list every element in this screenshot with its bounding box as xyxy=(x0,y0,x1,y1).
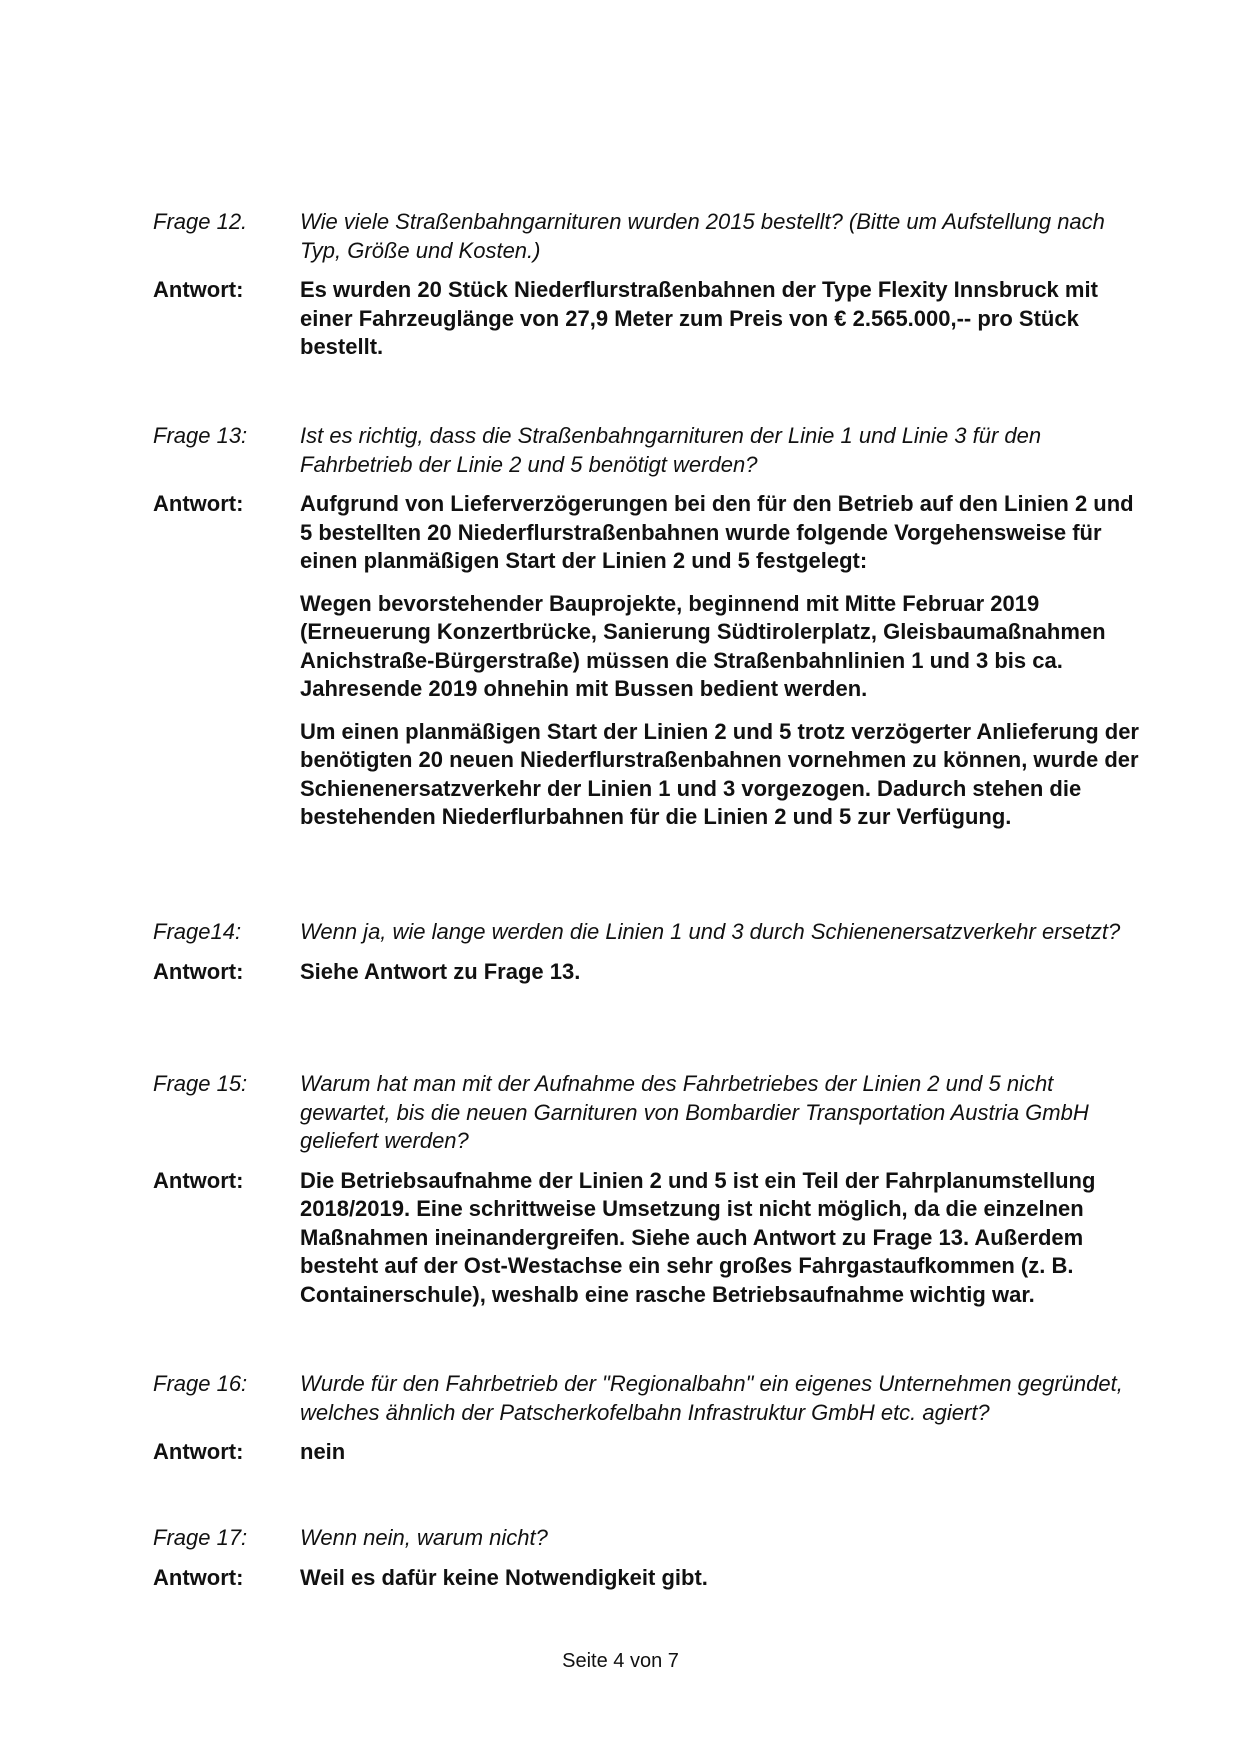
question-label: Frage14: xyxy=(153,919,242,944)
answer-text xyxy=(300,1167,1143,1310)
answer-paragraph: nein xyxy=(300,1439,346,1464)
answer-paragraph: Wegen bevorstehender Bauprojekte, beginnend mit Mitte Februar 2019 (Erneuerung Konzertbrücke, Sanierung Südtirolerplatz, Gleisbaumaßnahmen Anichstraße-Bürgerstraße) müssen die Straßenbahnlinien 1 und 3 bis ca. Jahresende 2019 ohnehin mit Bussen bedient werden. xyxy=(300,590,1106,701)
question-label: Frage 13: xyxy=(153,423,248,448)
answer-paragraph: Weil es dafür keine Notwendigkeit gibt. xyxy=(300,1564,708,1590)
qa-block-17 xyxy=(153,1524,1143,1592)
question-label: Frage 12. xyxy=(153,209,248,234)
question-text: Wie viele Straßenbahngarnituren wurden 2015 bestellt? (Bitte um Aufstellung nach Typ, Größe und Kosten.) xyxy=(300,209,1105,263)
answer-row xyxy=(153,958,1143,987)
answer-row xyxy=(153,1564,1143,1593)
qa-block-13 xyxy=(153,422,1143,832)
answer-paragraph: Aufgrund von Lieferverzögerungen bei den für den Betrieb auf den Linien 2 und 5 bestellten 20 Niederflurstraßenbahnen wurde folgende Vorgehensweise für einen planmäßigen Start der Linien 2 und 5 festgelegt: xyxy=(300,491,1134,573)
answer-text xyxy=(300,490,1143,832)
question-row xyxy=(153,1370,1143,1427)
question-row xyxy=(153,422,1143,479)
question-row xyxy=(153,208,1143,265)
qa-block-12 xyxy=(153,208,1143,362)
qa-block-15 xyxy=(153,1070,1143,1309)
question-label: Frage 15: xyxy=(153,1071,248,1096)
answer-text xyxy=(300,1564,1143,1593)
answer-text xyxy=(300,276,1143,362)
answer-paragraph: Die Betriebsaufnahme der Linien 2 und 5 ist ein Teil der Fahrplanumstellung 2018/2019. Eine schrittweise Umsetzung ist nicht möglich, da die einzelnen Maßnahmen ineinandergreifen. Siehe auch Antwort zu Frage 13. Außerdem besteht auf der Ost-Westachse ein sehr großes Fahrgastaufkommen (z. B. Containerschule), weshalb eine rasche Betriebsaufnahme wichtig war. xyxy=(300,1167,1096,1307)
answer-label: Antwort: xyxy=(153,1564,244,1590)
answer-row xyxy=(153,1167,1143,1310)
answer-label: Antwort: xyxy=(153,958,244,984)
qa-block-16 xyxy=(153,1370,1143,1467)
answer-label: Antwort: xyxy=(153,1167,244,1193)
question-text: Warum hat man mit der Aufnahme des Fahrbetriebes der Linien 2 und 5 nicht gewartet, bis die neuen Garnituren von Bombardier Transportation Austria GmbH geliefert werden? xyxy=(300,1071,1089,1153)
question-text: Wenn nein, warum nicht? xyxy=(300,1525,548,1550)
answer-row xyxy=(153,1438,1143,1467)
answer-label: Antwort: xyxy=(153,1439,244,1464)
question-row xyxy=(153,918,1143,947)
question-label: Frage 16: xyxy=(153,1371,248,1396)
question-text: Wenn ja, wie lange werden die Linien 1 und 3 durch Schienenersatzverkehr ersetzt? xyxy=(300,919,1121,944)
answer-row xyxy=(153,276,1143,362)
answer-text xyxy=(300,958,1143,987)
answer-row xyxy=(153,490,1143,832)
answer-paragraph: Es wurden 20 Stück Niederflurstraßenbahnen der Type Flexity Innsbruck mit einer Fahrzeuglänge von 27,9 Meter zum Preis von € 2.565.000,-- pro Stück bestellt. xyxy=(300,277,1098,359)
answer-label: Antwort: xyxy=(153,277,244,302)
page-number: Seite 4 von 7 xyxy=(562,1650,679,1672)
question-text: Ist es richtig, dass die Straßenbahngarnituren der Linie 1 und Linie 3 für den Fahrbetrieb der Linie 2 und 5 benötigt werden? xyxy=(300,423,1042,477)
question-label: Frage 17: xyxy=(153,1525,248,1550)
answer-paragraph: Siehe Antwort zu Frage 13. xyxy=(300,958,581,984)
qa-block-14 xyxy=(153,918,1143,986)
question-text: Wurde für den Fahrbetrieb der "Regionalbahn" ein eigenes Unternehmen gegründet, welches ähnlich der Patscherkofelbahn Infrastruktur GmbH etc. agiert? xyxy=(300,1371,1123,1425)
question-row xyxy=(153,1070,1143,1156)
answer-label: Antwort: xyxy=(153,491,244,516)
question-row xyxy=(153,1524,1143,1553)
answer-text xyxy=(300,1438,1143,1467)
answer-paragraph: Um einen planmäßigen Start der Linien 2 und 5 trotz verzögerter Anlieferung der benötigten 20 neuen Niederflurstraßenbahnen vornehmen zu können, wurde der Schienenersatzverkehr der Linien 1 und 3 vorgezogen. Dadurch stehen die bestehenden Niederflurbahnen für die Linien 2 und 5 zur Verfügung. xyxy=(300,718,1139,829)
